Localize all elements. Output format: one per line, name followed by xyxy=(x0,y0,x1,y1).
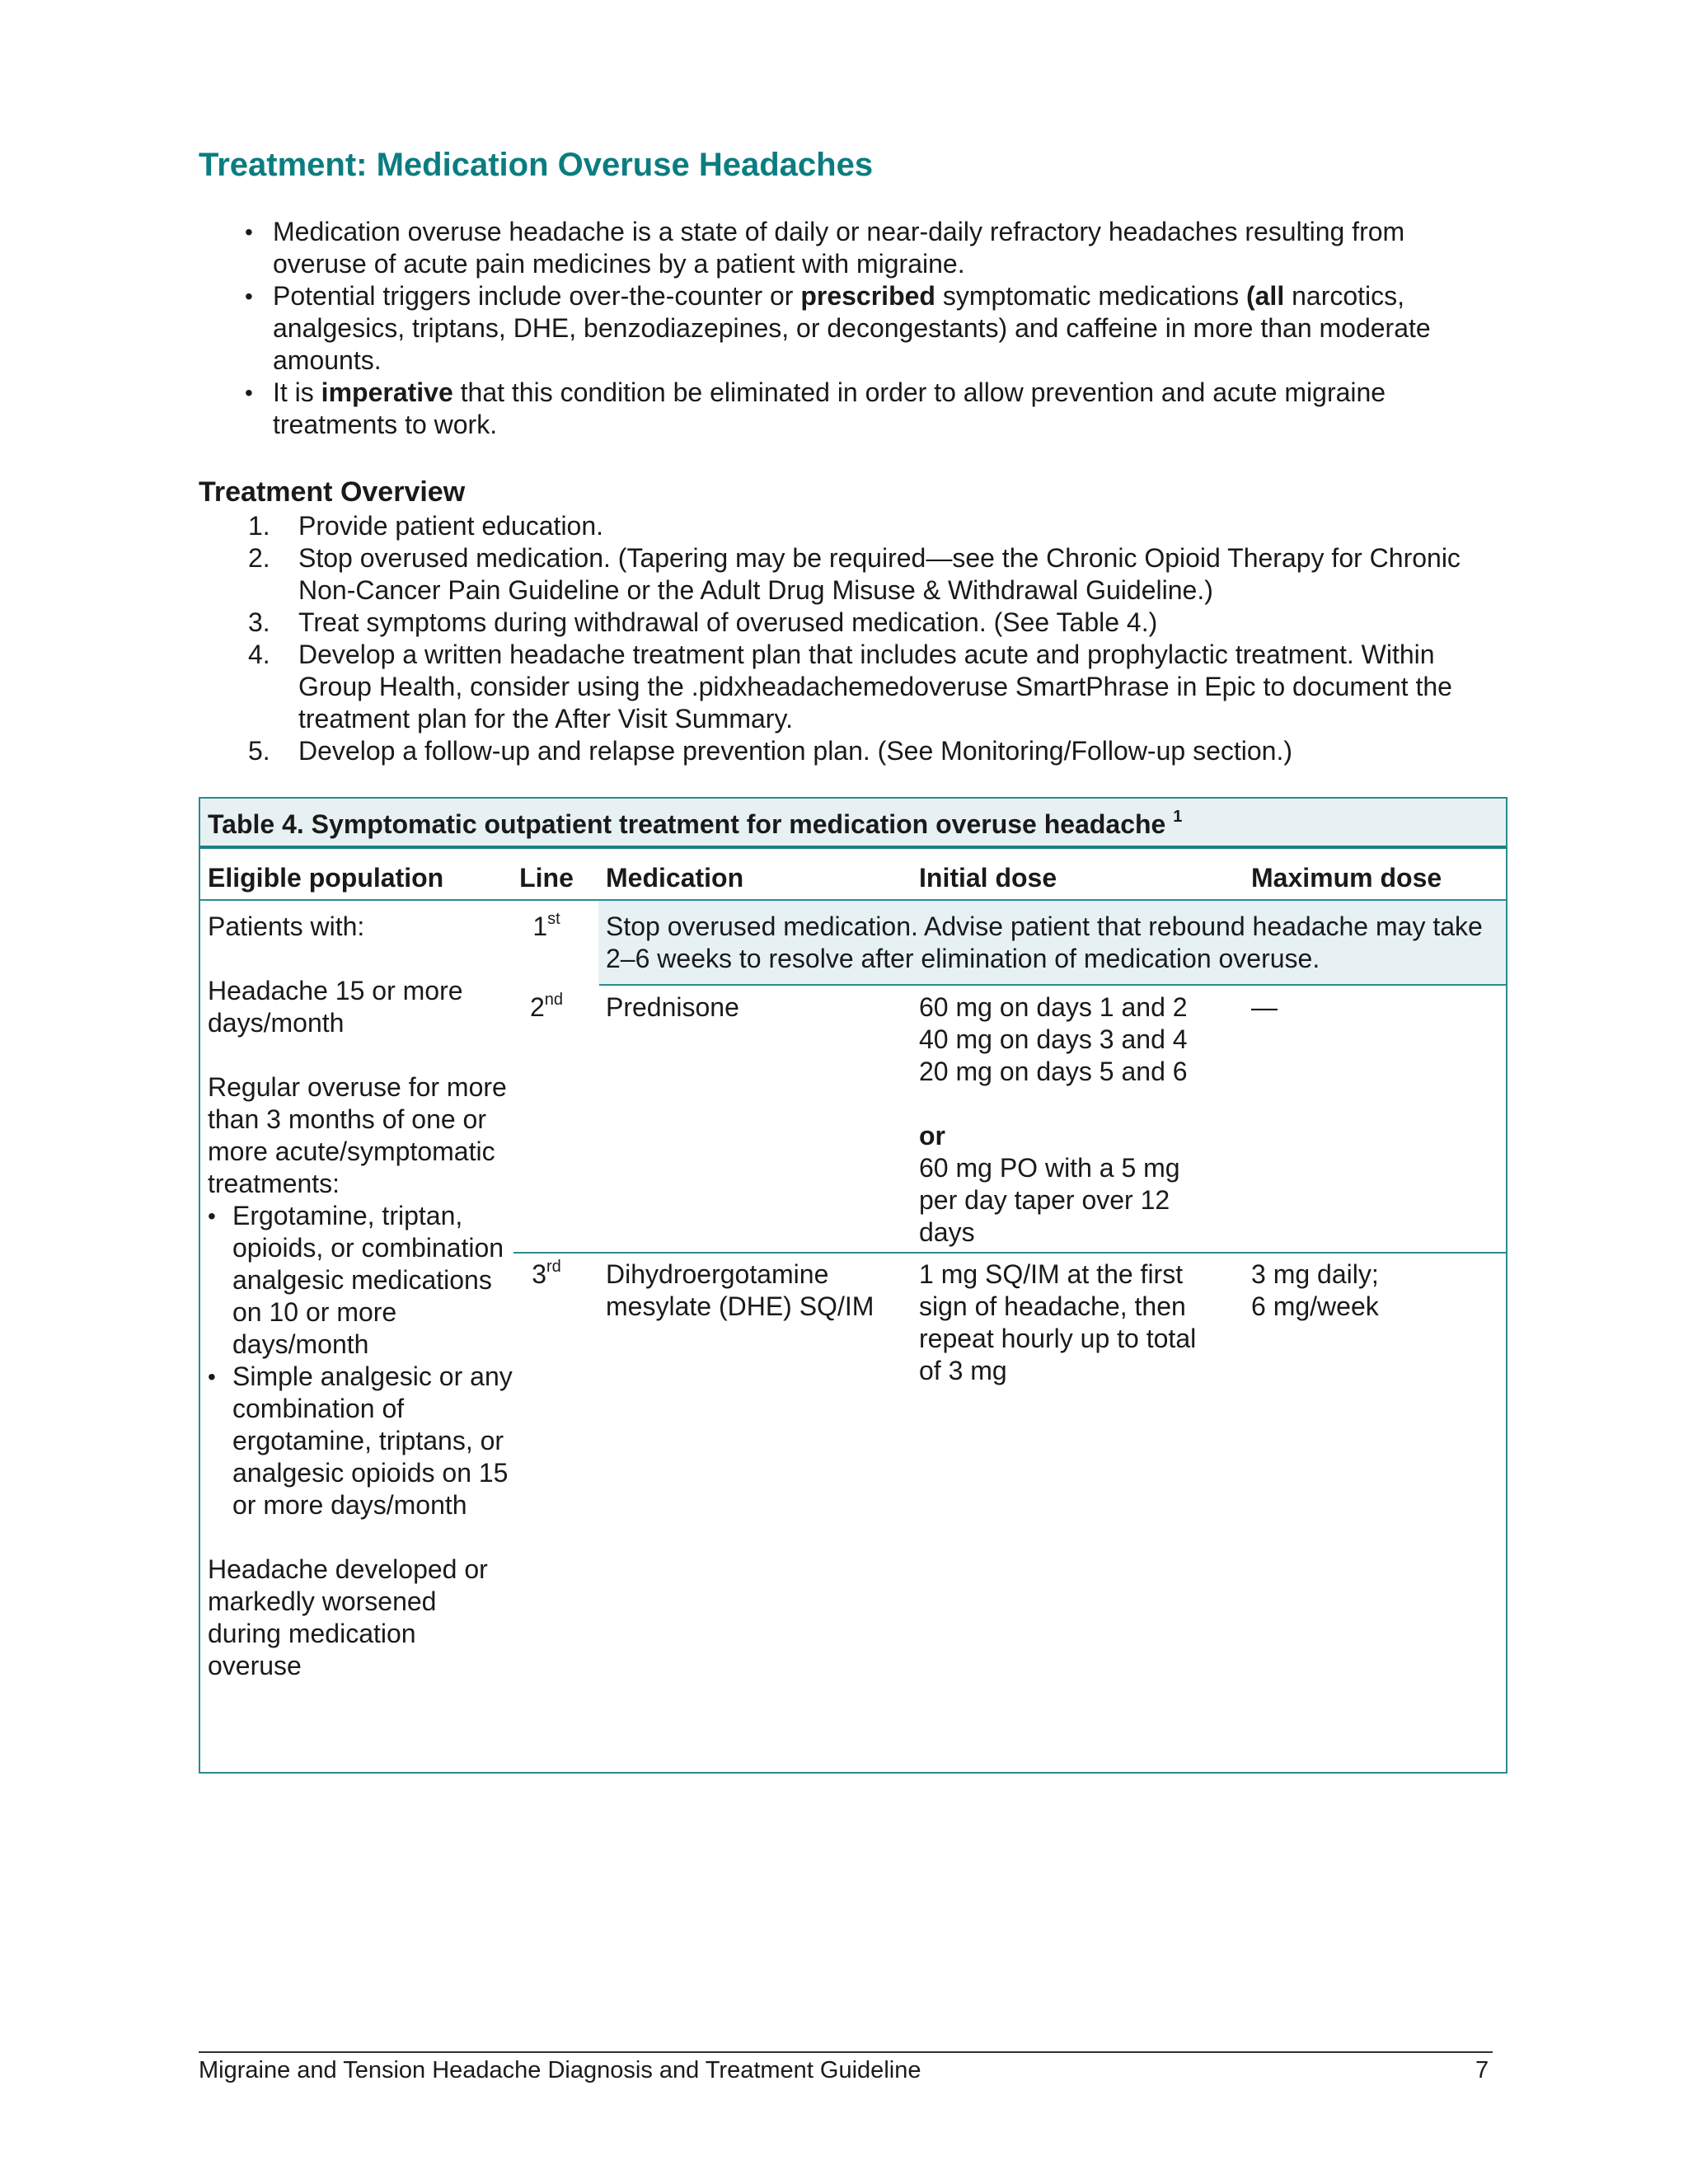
step-item xyxy=(199,542,1501,607)
header-population: Eligible population xyxy=(208,863,444,893)
step-text: Develop a follow-up and relapse prevention plan. (See Monitoring/Follow-up section.) xyxy=(298,736,1292,766)
initial-dose-dhe: 1 mg SQ/IM at the first sign of headache, then repeat hourly up to total of 3 mg xyxy=(919,1259,1197,1385)
caption-reference: 1 xyxy=(1173,808,1183,826)
step-text: Develop a written headache treatment plan that includes acute and prophylactic treatment. Within Group Health, consider using the .pidxheadachemedoveruse SmartPhrase in Epic to document the treatment plan for the After Visit Summary. xyxy=(298,640,1452,733)
intro-bullet-list xyxy=(199,216,1501,441)
maximum-dose-prednisone: — xyxy=(1251,992,1278,1022)
line-second: 2nd xyxy=(529,991,564,1022)
step-number: 4. xyxy=(248,640,270,669)
criteria-item: • Ergotamine, triptan, opioids, or combination analgesic medications on 10 or more days/month xyxy=(208,1200,513,1361)
step-item xyxy=(199,639,1501,735)
treatment-table xyxy=(199,797,1507,1774)
row-divider xyxy=(513,1252,1506,1254)
header-initial-dose: Initial dose xyxy=(919,863,1057,893)
bullet-item: • It is imperative that this condition be eliminated in order to allow prevention and acute migraine treatments to work. xyxy=(199,377,1501,441)
row-divider xyxy=(599,984,1506,986)
table-caption: Table 4. Symptomatic outpatient treatment for medication overuse headache $^1$ xyxy=(200,799,1506,849)
population-criteria-list xyxy=(208,1200,513,1521)
step-number: 5. xyxy=(248,736,270,766)
header-maximum-dose: Maximum dose xyxy=(1251,863,1442,893)
step-number: 1. xyxy=(248,511,270,541)
header-line: Line xyxy=(519,863,574,893)
first-line-instruction: Stop overused medication. Advise patient that rebound headache may take 2–6 weeks to resolve after elimination of medication overuse. xyxy=(606,912,1483,973)
maximum-dose-dhe: 3 mg daily; 6 mg/week xyxy=(1251,1259,1379,1321)
medication-prednisone: Prednisone xyxy=(606,992,739,1022)
section-title: Treatment: Medication Overuse Headaches xyxy=(199,147,874,183)
step-text: Treat symptoms during withdrawal of overused medication. (See Table 4.) xyxy=(298,607,1158,637)
footer-title: Migraine and Tension Headache Diagnosis and Treatment Guideline xyxy=(199,2057,921,2083)
criteria-item: • Simple analgesic or any combination of ergotamine, triptans, or analgesic opioids on 15 or more days/month xyxy=(208,1361,513,1521)
overview-title: Treatment Overview xyxy=(199,476,466,508)
initial-dose-prednisone: 60 mg on days 1 and 2 40 mg on days 3 and 4 20 mg on days 5 and 6 or 60 mg PO with a 5 mg per day taper over 12 days xyxy=(919,992,1188,1247)
step-number: 3. xyxy=(248,607,270,637)
step-text: Provide patient education. xyxy=(298,511,604,541)
step-number: 2. xyxy=(248,543,270,573)
step-item xyxy=(199,735,1501,767)
bullet-item: • Medication overuse headache is a state of daily or near-daily refractory headaches resulting from overuse of acute pain medicines by a patient with migraine. xyxy=(199,216,1501,280)
page-number: 7 xyxy=(1475,2057,1489,2083)
bullet-item: • Potential triggers include over-the-counter or prescribed symptomatic medications (all narcotics, analgesics, triptans, DHE, benzodiazepines, or decongestants) and caffeine in more than moderate amounts. xyxy=(199,280,1501,377)
line-third: 3rd xyxy=(532,1258,561,1289)
overview-step-list xyxy=(199,510,1501,767)
step-item xyxy=(199,607,1501,639)
header-medication: Medication xyxy=(606,863,744,893)
medication-dhe: Dihydroergotamine mesylate (DHE) SQ/IM xyxy=(606,1259,874,1321)
eligible-population-cell: Patients with: Headache 15 or more days/month Regular overuse for more than 3 months of one or more acute/symptomatic treatments: • Ergotamine, triptan, opioids, or combination analgesic medications on 10 or more days/month • Simple analgesic or any combination of ergotamine, triptans, or analgesic opioids on 15 or more days/month Headache developed or markedly worsened during medication overuse xyxy=(208,911,513,1682)
step-text: Stop overused medication. (Tapering may be required—see the Chronic Opioid Therapy for Chronic Non-Cancer Pain Guideline or the Adult Drug Misuse & Withdrawal Guideline.) xyxy=(298,543,1461,605)
line-first: 1st xyxy=(532,910,560,941)
step-item xyxy=(199,510,1501,542)
footer-divider xyxy=(199,2051,1493,2053)
